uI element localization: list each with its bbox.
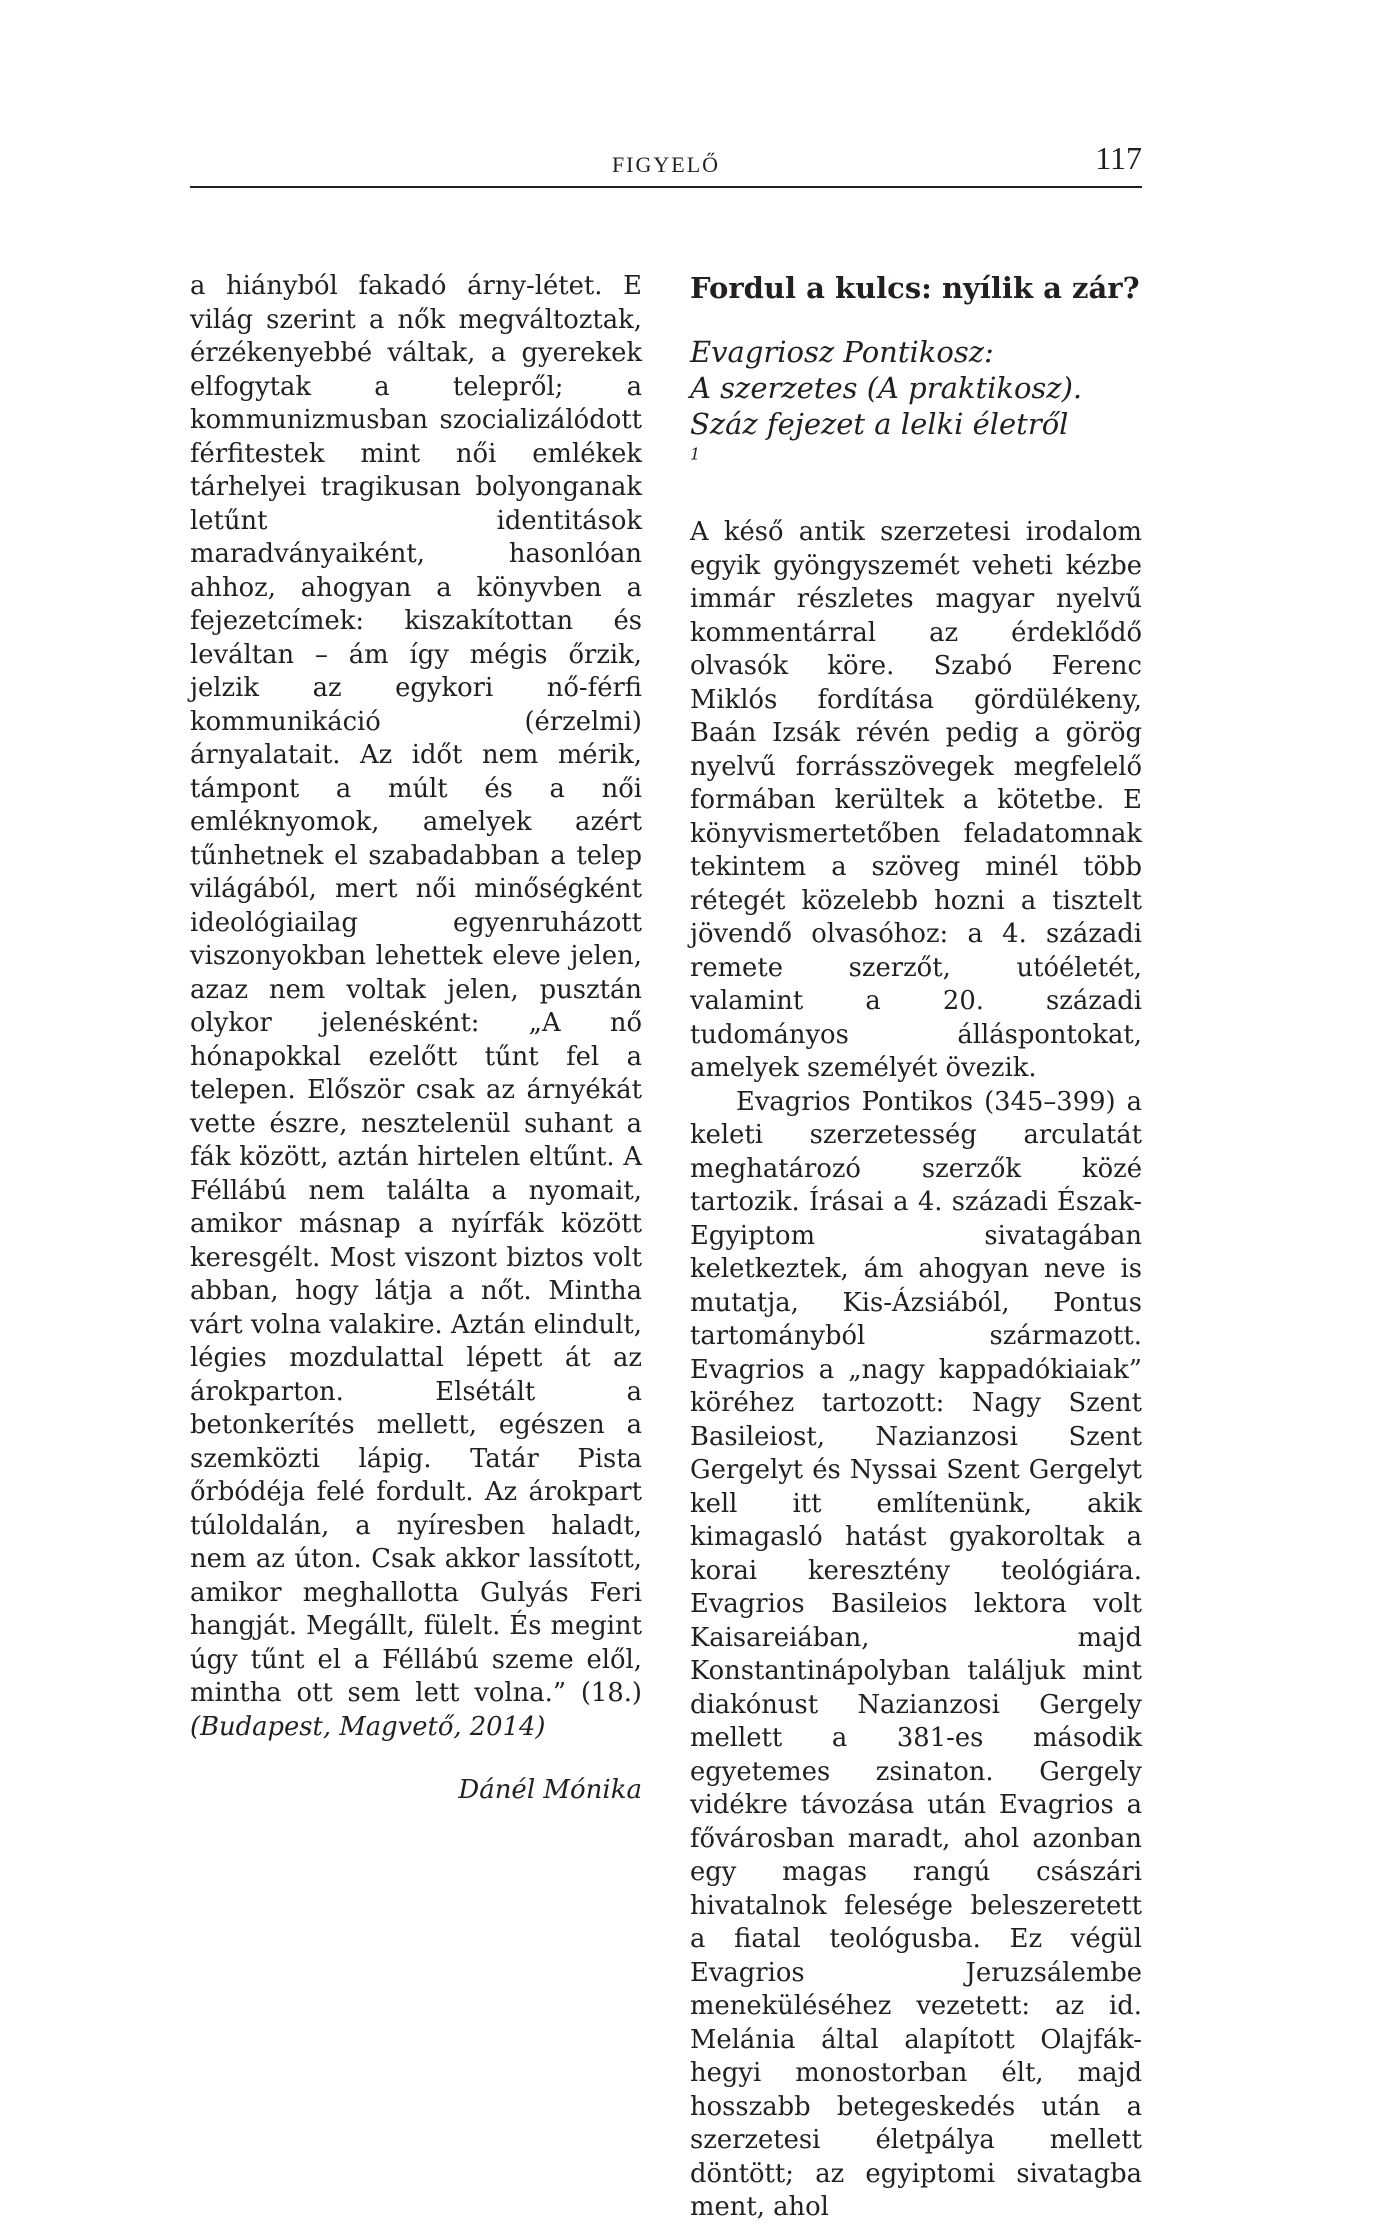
book-info — [690, 334, 1142, 478]
footnote-marker: 1 — [690, 444, 701, 464]
book-title-line — [690, 406, 1142, 478]
running-header — [190, 140, 1142, 188]
running-title: FIGYELŐ — [611, 152, 721, 177]
body-text-paragraph: Evagrios Pontikos (345–399) a keleti szerzetesség arculatát meghatározó szerzők közé tartozik. Írásai a 4. századi Észak-Egyiptom sivatagában keletkeztek, ám ahogyan neve is mutatja, Kis-Ázsiából, Pontus tartományból származott. Evagrios a „nagy kappadókiaiak” köréhez tartozott: Nagy Szent Basileiost, Nazianzosi Szent Gergelyt és Nyssai Szent Gergelyt kell itt említenünk, akik kimagasló hatást gyakoroltak a korai keresztény teológiára. Evagrios Basileios lektora volt Kaisareiában, majd Konstantinápolyban találjuk mint diakónust Nazianzosi Gergely mellett a 381-es második egyetemes zsinaton. Gergely vidékre távozása után Evagrios a fővárosban maradt, ahol azonban egy magas rangú császári hivatalnok feleségе beleszeretett a fiatal teológusba. Ez végül Evagrios Jeruzsálembe meneküléséhez vezetett: az id. Melánia által alapított Olajfák-hegyi monostorban élt, majd hosszabb betegeskedés után a szerzetesi életpálya mellett döntött; az egyiptomi sivatagba ment, ahol — [690, 1086, 1142, 2222]
book-subtitle: Száz fejezet a lelki életről — [690, 407, 1069, 441]
right-column — [690, 270, 1142, 2225]
book-title-line: A szerzetes (A praktikosz). — [690, 371, 1083, 405]
paragraph-text: a hiányból fakadó árny-létet. E világ szerint a nők megváltoztak, érzékenyebbé váltak, a gyerekek elfogytak a telepről; a kommunizmusban szocializálódott férfitestek mint női emlékek tárhelyei tragikusan bolyonganak letűnt identitások maradványaiként, hasonlóan ahhoz, ahogyan a könyvben a fejezetcímek: kiszakítottan és leváltan – ám így mégis őrzik, jelzik az egykori nő-férfi kommunikáció (érzelmi) árnyalatait. Az időt nem mérik, támpont a múlt és a női emléknyomok, amelyek azért tűnhetnek el szabadabban a telep világából, mert női minőségként ideológiailag egyenruházott viszonyokban lehettek eleve jelen, azaz nem voltak jelen, pusztán olykor jelenésként: „A nő hónapokkal ezelőtt tűnt fel a telepen. Először csak az árnyékát vette észre, nesztelenül suhant a fák között, aztán hirtelen eltűnt. A Féllábú nem találta a nyomait, amikor másnap a nyírfák között keresgélt. Most viszont biztos volt abban, hogy látja a nőt. Mintha várt volna valakire. Aztán elindult, légies mozdulattal lépett át az árokparton. Elsétált a betonkerítés mellett, egészen a szemközti lápig. Tatár Pista őrbódéja felé fordult. Az árokpart túloldalán, a nyíresben haladt, nem az úton. Csak akkor lassított, amikor meghallotta Gulyás Feri hangját. Megállt, fülelt. És megint úgy tűnt el a Féllábú szeme elől, mintha ott sem lett volna.” (18.) — [190, 271, 642, 1708]
author-signature: Dánél Mónika — [458, 1775, 642, 1805]
left-column — [190, 270, 642, 1808]
page-number: 117 — [1095, 140, 1142, 176]
book-author: Evagriosz Pontikosz: — [690, 335, 994, 369]
book-source: (Budapest, Magvető, 2014) — [190, 1711, 546, 1742]
review-heading: Fordul a kulcs: nyílik a zár? — [690, 271, 1140, 305]
body-text-paragraph — [190, 270, 642, 1744]
body-text-paragraph: A késő antik szerzetesi irodalom egyik gyöngyszemét veheti kézbe immár részletes magyar nyelvű kommentárral az érdeklődő olvasók köre. Szabó Ferenc Miklós fordítása gördülékeny, Baán Izsák révén pedig a görög nyelvű forrásszövegek megfelelő formában kerültek a kötetbe. E könyvismertetőben feladatomnak tekintem a szöveg minél több rétegét közelebb hozni a tisztelt jövendő olvasóhoz: a 4. századi remete szerzőt, utóéletét, valamint a 20. századi tudományos álláspontokat, amelyek személyét övezik. — [690, 517, 1142, 1083]
